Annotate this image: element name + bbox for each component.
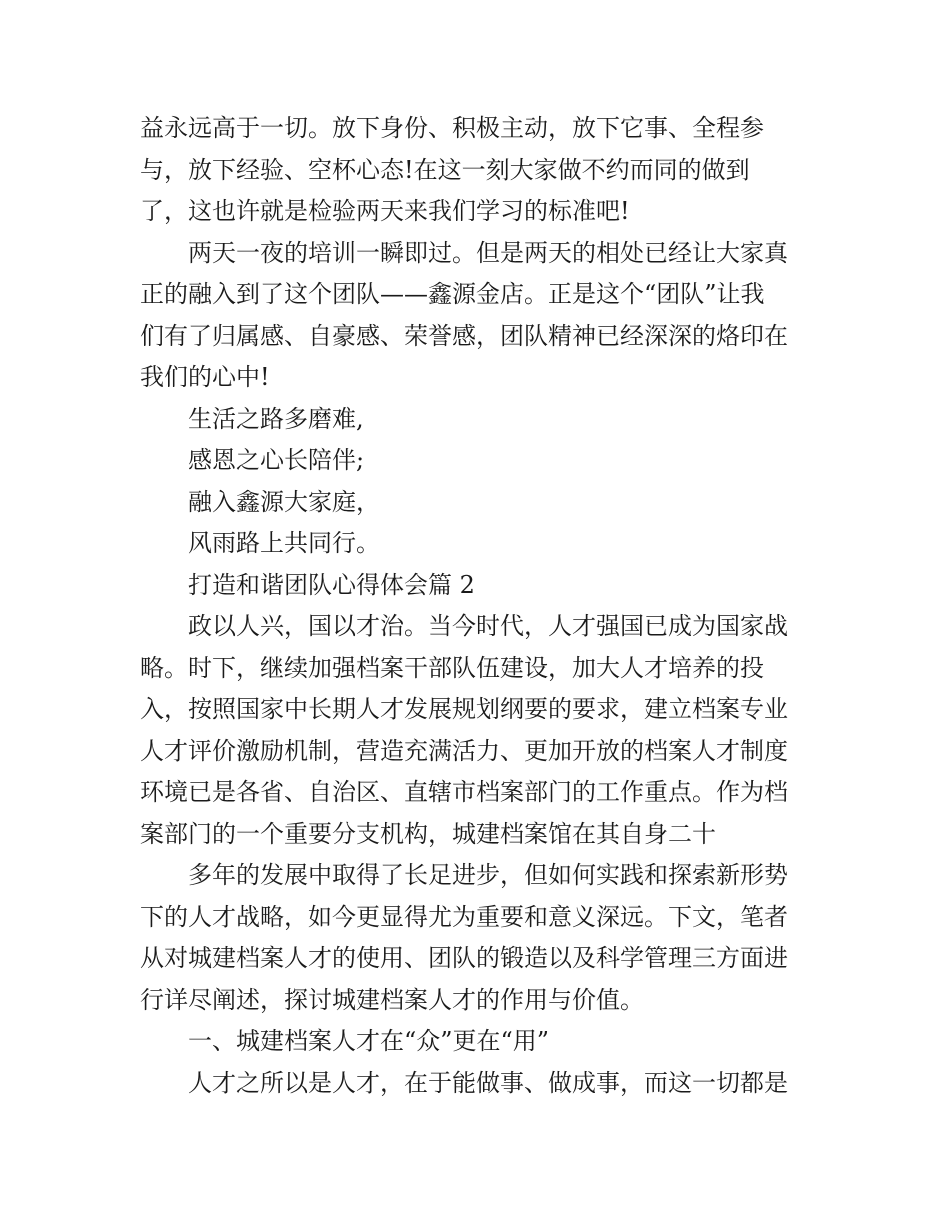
text-line: 入，按照国家中长期人才发展规划纲要的要求，建立档案专业: [140, 695, 788, 723]
text-line: 感恩之心长陪伴;: [188, 446, 365, 474]
text-line: 人才评价激励机制，营造充满活力、更加开放的档案人才制度: [140, 736, 788, 765]
document-page: [140, 108, 812, 1104]
text-line: 生活之路多磨难,: [188, 404, 364, 433]
text-line: 我们的心中!: [140, 363, 270, 391]
text-line: 正的融入到了这个团队——鑫源金店。正是这个“团队”让我: [140, 280, 765, 308]
text-line: 们有了归属感、自豪感、荣誉感，团队精神已经深深的烙印在: [140, 321, 788, 350]
text-line: 从对城建档案人才的使用、团队的锻造以及科学管理三方面进: [140, 944, 788, 972]
text-line: 益永远高于一切。放下身份、积极主动，放下它事、全程参: [140, 114, 764, 142]
text-line: 下的人才战略，如今更显得尤为重要和意义深远。下文，笔者: [140, 902, 788, 931]
text-line: 政以人兴，国以才治。当今时代，人才强国已成为国家战: [188, 612, 788, 640]
text-line: 行详尽阐述，探讨城建档案人才的作用与价值。: [140, 985, 644, 1014]
text-line: 了，这也许就是检验两天来我们学习的标准吧!: [140, 197, 630, 225]
text-line: 融入鑫源大家庭，: [188, 487, 380, 516]
text-line: 一、城建档案人才在“众”更在“用”: [188, 1027, 550, 1055]
text-line: 案部门的一个重要分支机构，城建档案馆在其自身二十: [140, 819, 716, 848]
text-line: 环境已是各省、自治区、直辖市档案部门的工作重点。作为档: [140, 778, 788, 806]
text-line: 人才之所以是人才，在于能做事、做成事，而这一切都是: [188, 1068, 788, 1097]
text-line: 两天一夜的培训一瞬即过。但是两天的相处已经让大家真: [188, 238, 788, 267]
text-line: 与，放下经验、空杯心态!在这一刻大家做不约而同的做到: [140, 155, 750, 184]
text-line: 略。时下，继续加强档案干部队伍建设，加大人才培养的投: [140, 653, 764, 682]
text-line: 多年的发展中取得了长足进步，但如何实践和探索新形势: [188, 861, 788, 889]
text-line: 风雨路上共同行。: [188, 529, 380, 557]
text-line: 打造和谐团队心得体会篇 2: [188, 570, 475, 599]
